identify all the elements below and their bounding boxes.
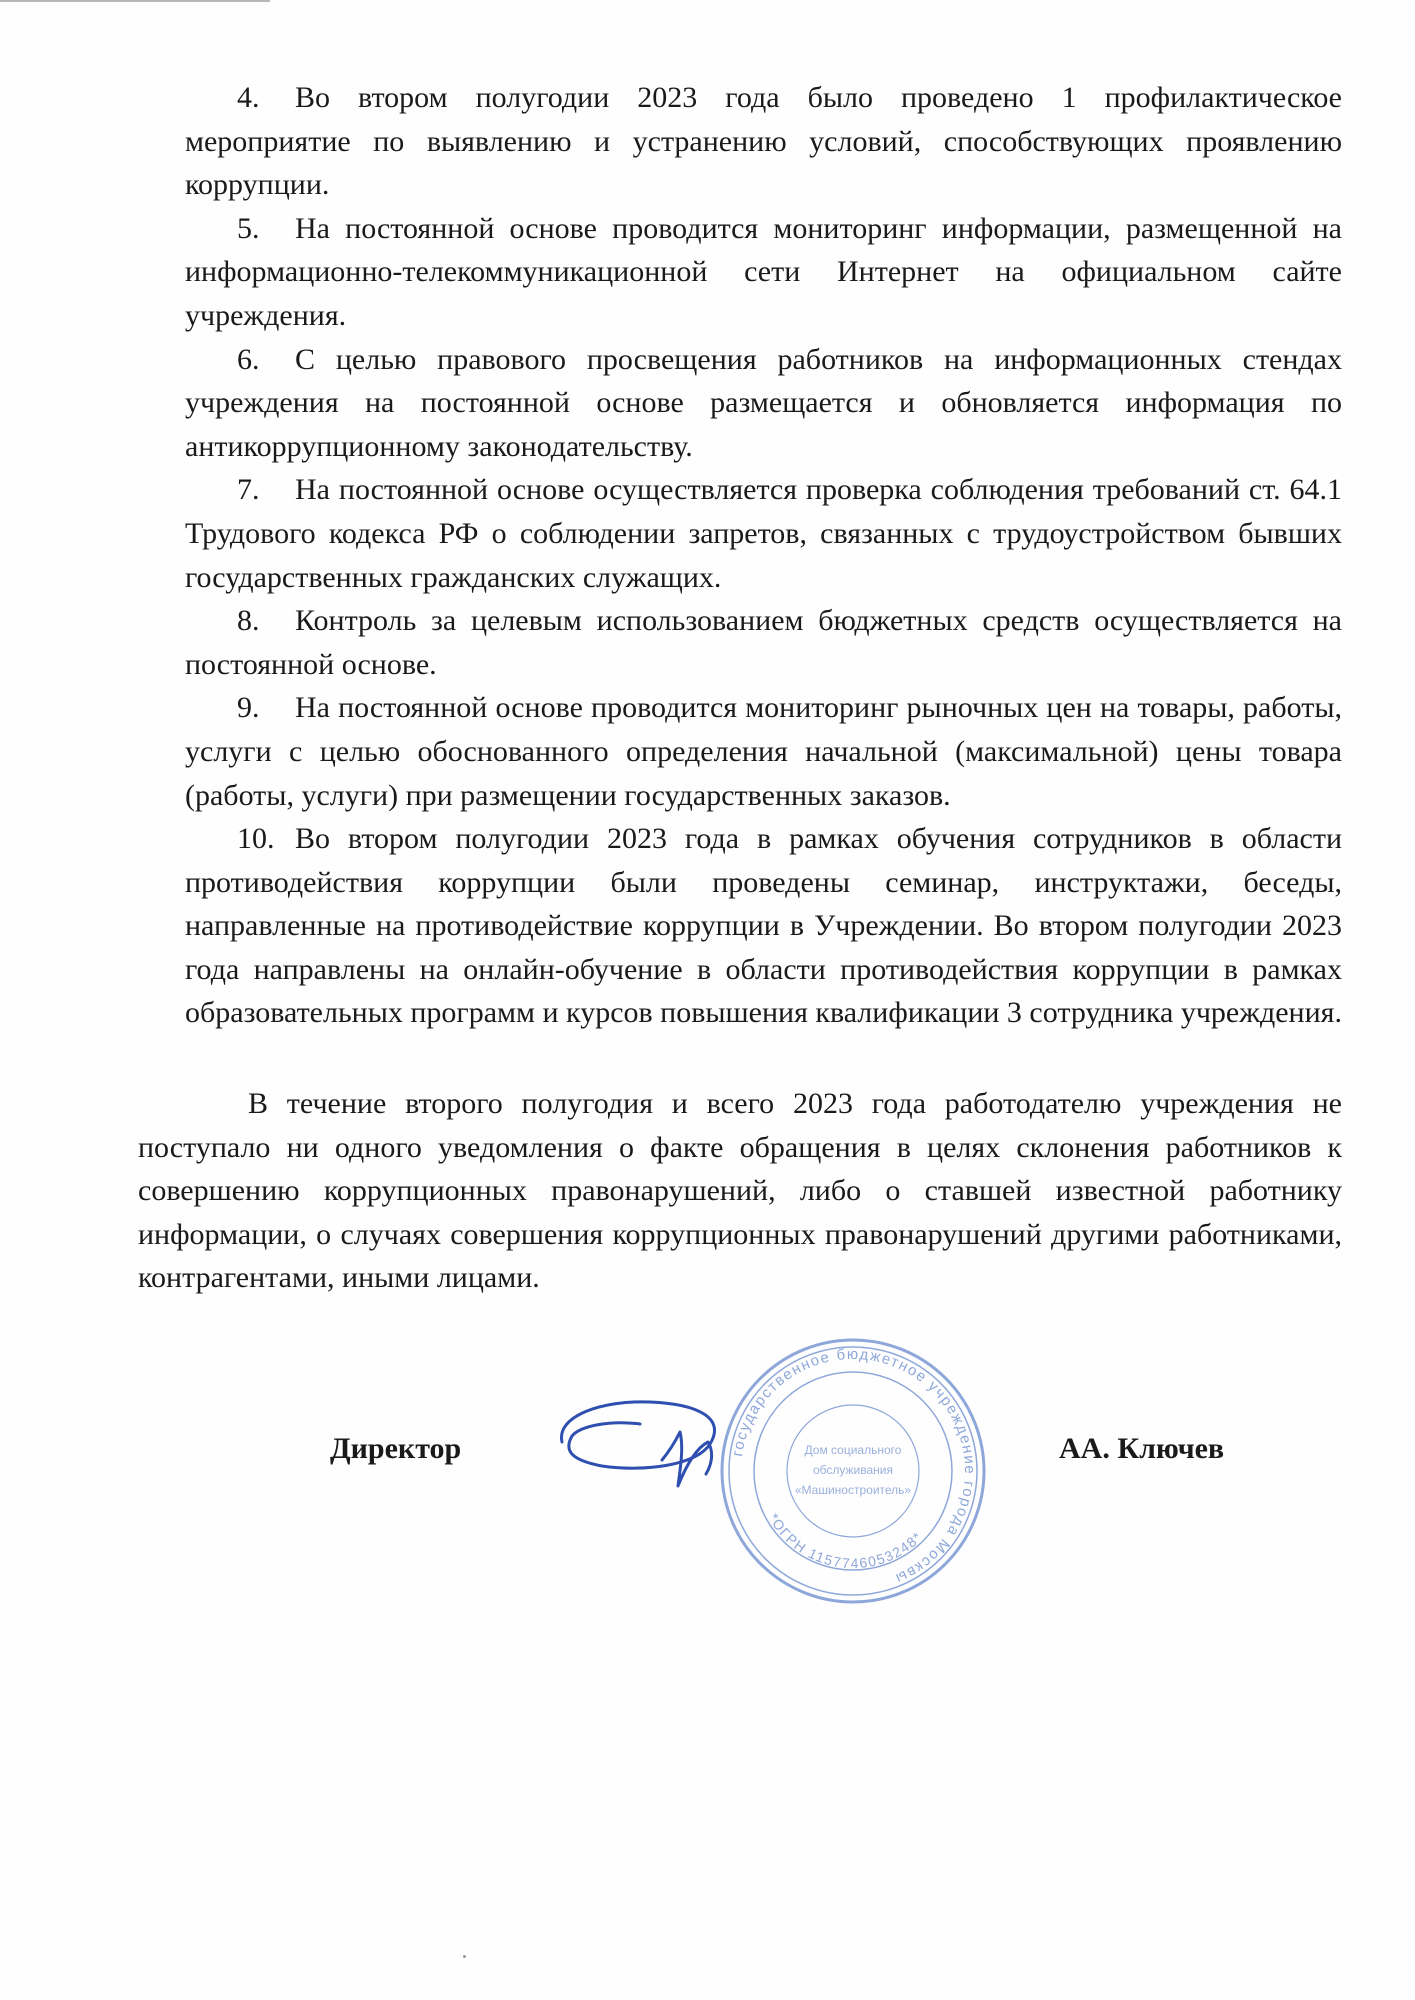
scan-speck [463, 1955, 466, 1958]
seal-ogrn-text: *ОГРН 1157746053248* [765, 1510, 926, 1572]
list-item-9 [185, 686, 1342, 817]
svg-text:*ОГРН 1157746053248* [765, 1511, 925, 1572]
list-item-8 [185, 599, 1342, 686]
list-item-10 [185, 817, 1342, 1035]
seal-ring-text: государственное бюджетное учреждение города Москвы [728, 1345, 979, 1588]
item-text: На постоянной основе проводится мониторинг информации, размещенной на информационно-телекоммуникационной сети Интернет на официальном сайте учреждения. [185, 211, 1342, 332]
list-item-4 [185, 76, 1342, 207]
closing-paragraph: В течение второго полугодия и всего 2023 года работодателю учреждения не поступало ни одного уведомления о факте обращения в целях склонения работников к совершению коррупционных правонарушений, либо о ставшей известной работнику информации, о случаях совершения коррупционных правонарушений другими работниками, контрагентами, иными лицами. [138, 1087, 1342, 1295]
item-number: 7. [237, 473, 260, 507]
item-text: Во втором полугодии 2023 года в рамках обучения сотрудников в области противодействия коррупции были проведены семинар, инструктажи, беседы, направленные на противодействие коррупции в Учреждении. Во втором полугодии 2023 года направлены на онлайн-обучение в области противодействия коррупции в рамках образовательных программ и курсов повышения квалификации 3 сотрудника учреждения. [185, 822, 1342, 1030]
official-seal [718, 1336, 988, 1606]
item-number: 6. [237, 342, 260, 376]
list-item-7 [185, 468, 1342, 599]
scan-edge-line [0, 0, 270, 2]
handwritten-signature [550, 1392, 730, 1502]
item-number: 4. [237, 81, 260, 114]
item-text: Во втором полугодии 2023 года было проведено 1 профилактическое мероприятие по выявлению и устранению условий, способствующих проявлению коррупции. [185, 81, 1342, 202]
seal-center-line-3: «Машиностроитель» [794, 1483, 912, 1497]
signer-title: Директор [330, 1432, 462, 1465]
list-item-5 [185, 207, 1342, 338]
item-number: 9. [237, 691, 260, 725]
list-item-6 [185, 338, 1342, 469]
numbered-list [185, 76, 1342, 1035]
item-text: Контроль за целевым использованием бюджетных средств осуществляется на постоянной основе. [185, 604, 1342, 681]
seal-center-line-1: Дом социального [804, 1443, 902, 1457]
item-text: С целью правового просвещения работников на информационных стендах учреждения на постоянной основе размещается и обновляется информация по антикоррупционному законодательству. [185, 342, 1342, 463]
signer-name: АА. Ключев [1059, 1432, 1225, 1465]
item-number: 8. [237, 604, 260, 638]
item-text: На постоянной основе проводится мониторинг рыночных цен на товары, работы, услуги с целью обоснованного определения начальной (максимальной) цены товара (работы, услуги) при размещении государственных заказов. [185, 691, 1342, 812]
seal-center-line-2: обслуживания [812, 1463, 894, 1477]
item-text: На постоянной основе осуществляется проверка соблюдения требований ст. 64.1 Трудового кодекса РФ о соблюдении запретов, связанных с трудоустройством бывших государственных гражданских служащих. [185, 473, 1342, 594]
item-number: 10. [237, 822, 275, 856]
item-number: 5. [237, 211, 260, 245]
